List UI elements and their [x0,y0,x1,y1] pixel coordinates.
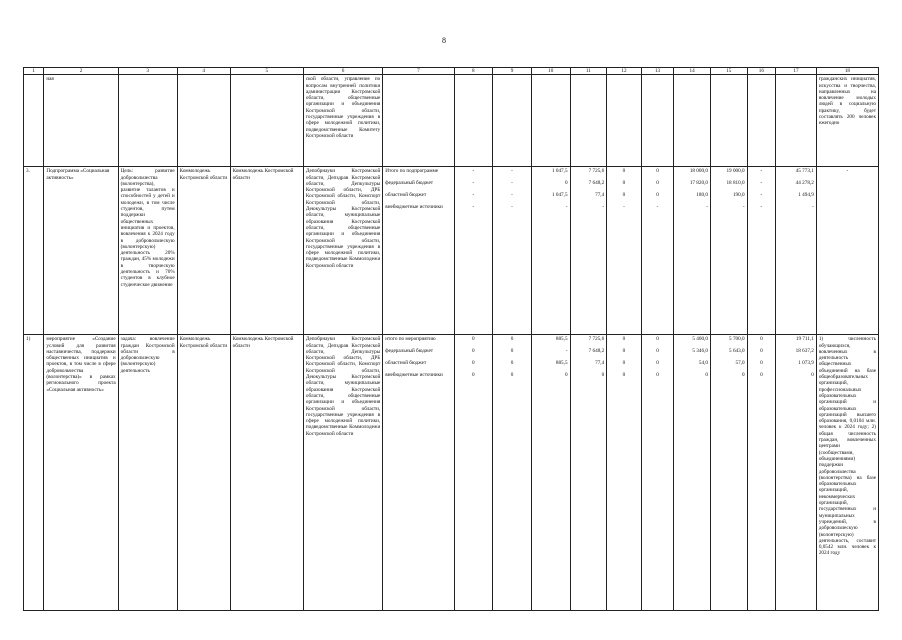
cell-amount [607,335,642,611]
header-cell: 2 [44,68,118,75]
cell-amount [674,167,711,335]
amount-value: 5 700,0 [729,336,745,343]
cell-amount [747,167,776,335]
header-cell: 10 [531,68,570,75]
amount-value: 0 [510,348,514,355]
funding-source: внебюджетные источники [385,372,443,379]
amount-value: 0 [656,168,659,175]
cell-amount [570,167,607,335]
amount-value: 77,4 [595,192,605,199]
funding-source: Итого по подпрограмме [385,168,439,175]
amount-value: - [511,204,513,211]
cell-amount [641,167,674,335]
amount-value: - [742,204,745,211]
funding-source: внебюджетные источники [385,204,443,211]
amount-value: 0 [656,360,659,367]
cell-amount [454,335,493,611]
amount-value: 0 [622,180,626,187]
amount-value: - [760,180,763,187]
amount-value: - [623,204,625,211]
amount-value: 0 [472,336,475,343]
amount-value: 0 [656,192,659,199]
cell-amount [493,335,532,611]
funding-source: итого по мероприятию [385,336,436,343]
cell-participants: Депобрнауки Костромской области, Депздрав Костромской области, Депкультуры Костромской области, ДРБ Костромской области, Комспорт Костромской области, Деюкультуры Костромской области, муниципальные образования Костромской области, общественные организации и объединения Костромской области, государственные учреждения в сфере молодежной политики, подведомственные Коммолодежи Костромской области [303,167,382,335]
amount-value: 5 643,0 [729,348,745,355]
header-cell: 14 [674,68,711,75]
header-cell: 5 [230,68,303,75]
cell-name: мероприятие «Создание условий для развития наставничества, поддержки общественных инициатив и проектов, в том числе в сфере добровольчества (волонтерства)» в рамках регионального проекта «Социальная активность» [44,335,118,611]
amount-value: 0 [742,372,745,379]
header-cell: 12 [607,68,642,75]
amount-value: - [706,204,708,211]
funding-source: областной бюджет [385,360,427,367]
cell-coexecutor: Коммолодежь Костромской области [230,167,303,335]
amount-value: - [472,168,475,175]
amount-value: 0 [564,180,568,187]
amount-value: - [760,168,763,175]
amount-value: 0 [656,336,659,343]
amount-value: 0 [811,372,814,379]
amount-value: 885,5 [555,360,568,367]
amount-value: 0 [622,192,626,199]
amount-value: 0 [564,372,568,379]
amount-value: 77,4 [595,360,605,367]
program-table [23,67,879,611]
amount-value: 0 [472,372,475,379]
amount-value: 0 [472,348,475,355]
header-cell: 4 [177,68,230,75]
amount-value: 18 637,2 [795,348,814,355]
amount-value: - [565,204,568,211]
amount-value: 45 773,1 [795,168,814,175]
amount-value: 1 047,5 [551,168,568,175]
header-cell: 9 [493,68,532,75]
table-row-activity [24,335,879,611]
amount-value: 17 820,0 [689,180,708,187]
amount-value: - [602,204,605,211]
amount-value: 0 [622,360,626,367]
amount-value: 0 [622,348,626,355]
amount-value: 0 [510,336,514,343]
cell-number: 3. [24,167,44,335]
amount-value: 0 [705,372,708,379]
amount-value: 0 [760,372,763,379]
amount-value: 0 [472,360,475,367]
cell-goal: задача: вовлечение граждан Костромской области в добровольческую (волонтерскую) деятельность [118,335,177,611]
cell-amount-total [776,335,817,611]
cell-amount [493,167,532,335]
amount-value: 7 725,6 [588,336,605,343]
amount-value: - [656,204,659,211]
funding-source: федеральный бюджет [385,348,434,355]
amount-value: - [511,168,513,175]
amount-value: 54,0 [698,360,708,367]
amount-value: 1 073,9 [798,360,814,367]
amount-value: - [760,204,763,211]
header-cell: 3 [118,68,177,75]
amount-value: - [511,180,513,187]
cell-goal: Цель: развитие добровольчества (волонтерства), развитие талантов и способностей у детей и молодежи, в том числе студентов, путем поддержки общественных инициатив и проектов, вовлечения к 2024 году в добровольческую (волонтерскую) деятельность 20% граждан, 45% молодежи в творческую деятельность и 70% студентов в клубное студенческое движение [118,167,177,335]
cell-participants: Депобрнауки Костромской области, Депздрав Костромской области, Депкультуры Костромской области, ДРБ Костромской области, Комспорт Костромской области, Деюкультуры Костромской области, муниципальные образования Костромской области, общественные организации и объединения Костромской области, государственные учреждения в сфере молодежной политики, подведомственные Коммолодежи Костромской области [303,335,382,611]
amount-value: 19 711,1 [795,336,814,343]
amount-value: - [472,204,475,211]
amount-value: 0 [622,168,626,175]
cell-amount [747,335,776,611]
amount-value: - [565,348,568,355]
amount-value: 190,0 [732,192,745,199]
amount-value: 7 648,2 [588,348,605,355]
amount-value: 885,5 [555,336,568,343]
amount-value: 0 [760,360,763,367]
header-cell: 13 [641,68,674,75]
amount-value: 0 [510,372,514,379]
cell-amount [570,335,607,611]
amount-value: 0 [760,348,763,355]
amount-value: 0 [510,360,514,367]
amount-value: 18 000,0 [689,168,708,175]
header-cell: 8 [454,68,493,75]
cell-responsible: Коммолодежь Костромской области [177,335,230,611]
amount-value: 18 810,0 [726,180,745,187]
amount-value: 0 [601,372,605,379]
cell-responsible: Коммолодежь Костромской области [177,167,230,335]
cell-indicators: гражданских инициатив, искусства и творчества, направленных на вовлечение молодых людей в социальную практику, будет составлять 200 человек ежегодно [816,75,878,167]
cell-amount-total [776,167,817,335]
page-number: 8 [442,36,446,45]
amount-value: - [760,192,763,199]
amount-value: 0 [656,372,659,379]
cell-name: Подпрограмма «Социальная активность» [44,167,118,335]
cell-funding-sources [383,335,454,611]
amount-value: 0 [760,336,763,343]
header-cell: 15 [710,68,747,75]
amount-value: 5 346,0 [692,348,708,355]
header-cell: 7 [383,68,454,75]
cell-amount [607,167,642,335]
amount-value: 44 278,2 [795,180,814,187]
cell-amount [531,167,570,335]
funding-source: областной бюджет [385,192,427,199]
amount-value: 0 [622,336,626,343]
cell-amount [641,335,674,611]
amount-value: 0 [622,372,626,379]
amount-value: 7 725,6 [588,168,605,175]
funding-source: федеральный бюджет [385,180,434,187]
amount-value: - [511,192,513,199]
table-row-continuation [24,75,879,167]
amount-value: 57,0 [735,360,745,367]
header-cell: 18 [816,68,878,75]
cell-indicators: 1) численность обучающихся, вовлеченных в деятельность общественных объединений на базе общеобразовательных организаций, профессиональных образовательных организаций и образовательных организаций высшего образования, 0,0104 млн. человек к 2024 году; 2) общая численность граждан, вовлеченных центрами (сообществами, объединениями) поддержки добровольчества (волонтерства) на базе образовательных организаций, некоммерческих организаций, государственных и муниципальных учреждений, в добровольческую (волонтерскую) деятельность, составит 0,0542 млн. человек к 2024 году [816,335,878,611]
cell-indicators: - [816,167,878,335]
amount-value: 0 [656,180,659,187]
amount-value: 180,0 [696,192,708,199]
cell-amount [710,167,747,335]
amount-value: - [812,204,814,211]
cell-participants: ской области, управление по вопросам внутренней политики администрации Костромской области, общественные организации и объединения Костромской области, государственные учреждения в сфере молодежной политики, подведомственные Комитету Костромской области [303,75,382,167]
cell-amount [531,335,570,611]
header-cell: 11 [570,68,607,75]
amount-value: 1 047,5 [551,192,568,199]
cell-amount [674,335,711,611]
cell-number: 1) [24,335,44,611]
amount-value: 19 000,0 [726,168,745,175]
cell-funding-sources [383,167,454,335]
amount-value: 7 648,2 [588,180,605,187]
cell-amount [454,167,493,335]
cell-coexecutor: Коммолодежь Костромской области [230,335,303,611]
header-cell: 1 [24,68,44,75]
amount-value: 0 [656,348,659,355]
amount-value: 5 400,0 [692,336,708,343]
header-cell: 6 [303,68,382,75]
header-cell: 16 [747,68,776,75]
amount-value: - [472,180,475,187]
header-row [24,68,879,75]
header-cell: 17 [776,68,817,75]
amount-value: - [472,192,475,199]
cell-amount [710,335,747,611]
amount-value: 1 494,9 [798,192,814,199]
table-row-subprogram [24,167,879,335]
cell-name: ная [44,75,118,167]
